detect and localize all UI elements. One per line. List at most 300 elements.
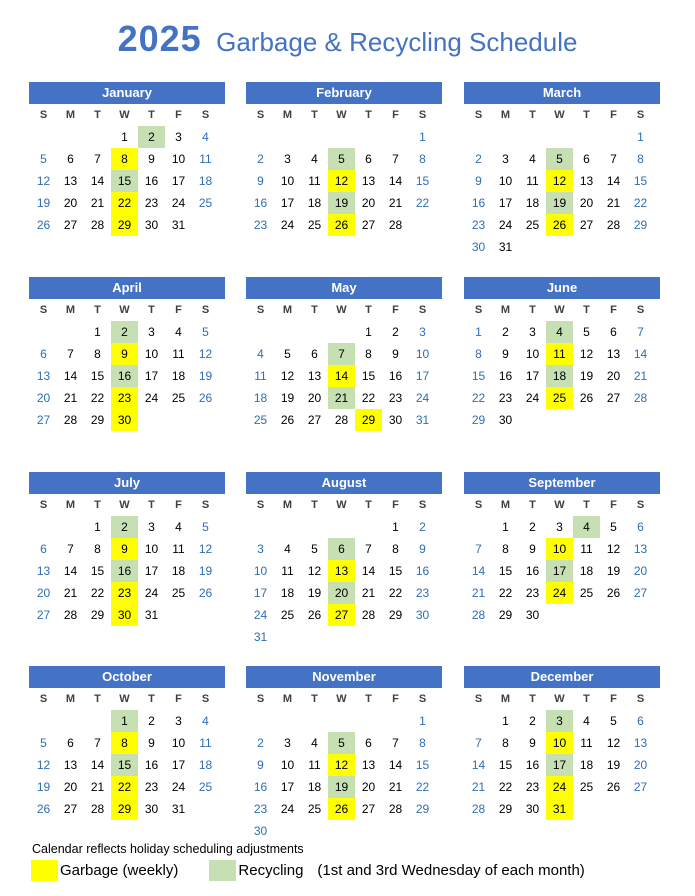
- month-may: [246, 277, 442, 431]
- day-cell: 9: [502, 347, 509, 361]
- day-cell: 18: [171, 369, 186, 383]
- day-cell: 29: [471, 413, 486, 427]
- day-cell: 26: [36, 802, 51, 816]
- day-cell: 24: [253, 608, 268, 622]
- day-cell: 6: [40, 347, 47, 361]
- recycling-day-cell: 1: [111, 710, 138, 732]
- day-cell: 25: [171, 586, 186, 600]
- day-cell: 9: [419, 542, 426, 556]
- day-cell: 18: [198, 758, 213, 772]
- week-row: [464, 732, 660, 754]
- day-cell: 2: [419, 520, 426, 534]
- day-cell: 28: [633, 391, 648, 405]
- day-cell: 21: [63, 586, 78, 600]
- weekday-label: T: [311, 499, 318, 511]
- day-cell: 28: [388, 218, 403, 232]
- day-cell: 22: [471, 391, 486, 405]
- day-cell: 26: [198, 586, 213, 600]
- week-row: [246, 516, 442, 538]
- week-row: [246, 170, 442, 192]
- day-cell: 15: [90, 369, 105, 383]
- day-cell: 4: [175, 325, 182, 339]
- day-cell: 7: [475, 542, 482, 556]
- weekday-label: S: [418, 109, 427, 121]
- day-cell: 10: [144, 542, 159, 556]
- garbage-swatch: [31, 860, 58, 881]
- weekday-label: W: [336, 693, 347, 705]
- day-cell: 15: [415, 758, 430, 772]
- month-november: [246, 666, 442, 842]
- week-row: [29, 798, 225, 820]
- weekday-label: S: [201, 499, 210, 511]
- day-cell: 16: [144, 758, 159, 772]
- day-cell: 26: [606, 586, 621, 600]
- day-cell: 3: [502, 152, 509, 166]
- day-cell: 8: [419, 152, 426, 166]
- page-title: [0, 18, 695, 60]
- day-cell: 16: [471, 196, 486, 210]
- day-cell: 3: [529, 325, 536, 339]
- day-cell: 18: [525, 196, 540, 210]
- day-cell: 25: [171, 391, 186, 405]
- week-row: [464, 387, 660, 409]
- weekday-label: T: [148, 109, 155, 121]
- day-cell: 15: [498, 758, 513, 772]
- day-cell: 28: [388, 802, 403, 816]
- day-cell: 12: [198, 542, 213, 556]
- day-cell: 3: [175, 714, 182, 728]
- day-cell: 1: [637, 130, 644, 144]
- day-cell: 10: [525, 347, 540, 361]
- day-cell: 28: [334, 413, 349, 427]
- garbage-day-cell: 22: [111, 192, 138, 214]
- week-row: [29, 710, 225, 732]
- weekday-label: M: [282, 304, 293, 316]
- week-row: [464, 321, 660, 343]
- day-cell: 28: [361, 608, 376, 622]
- day-cell: 13: [63, 174, 78, 188]
- day-cell: 30: [415, 608, 430, 622]
- day-cell: 21: [90, 780, 105, 794]
- day-cell: 28: [471, 802, 486, 816]
- day-cell: 1: [392, 520, 399, 534]
- holiday-note: Calendar reflects holiday scheduling adjustments: [32, 842, 304, 856]
- recycling-day-cell: 18: [546, 365, 573, 387]
- day-cell: 2: [475, 152, 482, 166]
- day-cell: 17: [253, 586, 268, 600]
- day-cell: 29: [633, 218, 648, 232]
- day-cell: 16: [415, 564, 430, 578]
- day-cell: 23: [498, 391, 513, 405]
- day-cell: 14: [63, 369, 78, 383]
- day-cell: 21: [388, 780, 403, 794]
- day-cell: 13: [579, 174, 594, 188]
- day-cell: 11: [172, 347, 185, 361]
- day-cell: 24: [144, 586, 159, 600]
- weekday-label: M: [65, 304, 76, 316]
- day-cell: 18: [579, 564, 594, 578]
- weekday-header-row: [246, 494, 442, 516]
- week-row: [246, 626, 442, 648]
- day-cell: 15: [388, 564, 403, 578]
- day-cell: 12: [606, 736, 621, 750]
- garbage-day-cell: 23: [111, 582, 138, 604]
- week-row: [29, 409, 225, 431]
- week-row: [246, 321, 442, 343]
- week-row: [246, 820, 442, 842]
- weekday-label: F: [175, 109, 182, 121]
- weekday-label: M: [500, 304, 511, 316]
- day-cell: 24: [415, 391, 430, 405]
- day-cell: 8: [365, 347, 372, 361]
- weekday-label: W: [554, 499, 565, 511]
- day-cell: 4: [311, 736, 318, 750]
- weekday-label: T: [148, 304, 155, 316]
- day-cell: 22: [388, 586, 403, 600]
- month-august: [246, 472, 442, 648]
- day-cell: 23: [253, 218, 268, 232]
- day-cell: 9: [257, 758, 264, 772]
- day-cell: 26: [579, 391, 594, 405]
- day-cell: 30: [498, 413, 513, 427]
- weekday-label: S: [474, 499, 483, 511]
- month-header: August: [246, 472, 442, 494]
- day-cell: 24: [525, 391, 540, 405]
- weekday-label: F: [610, 693, 617, 705]
- weekday-label: W: [119, 499, 130, 511]
- day-cell: 25: [198, 196, 213, 210]
- day-cell: 16: [253, 780, 268, 794]
- day-cell: 22: [361, 391, 376, 405]
- week-row: [29, 582, 225, 604]
- day-cell: 6: [40, 542, 47, 556]
- month-header: November: [246, 666, 442, 688]
- weekday-label: T: [94, 499, 101, 511]
- recycling-day-cell: 5: [546, 148, 573, 170]
- garbage-legend-label: Garbage (weekly): [60, 862, 179, 879]
- day-cell: 5: [284, 347, 291, 361]
- day-cell: 5: [202, 325, 209, 339]
- day-cell: 5: [311, 542, 318, 556]
- day-cell: 29: [498, 802, 513, 816]
- day-cell: 31: [171, 802, 186, 816]
- day-cell: 25: [307, 218, 322, 232]
- day-cell: 11: [199, 152, 212, 166]
- day-cell: 5: [583, 325, 590, 339]
- day-cell: 14: [471, 758, 486, 772]
- weekday-label: F: [392, 109, 399, 121]
- recycling-day-cell: 6: [328, 538, 355, 560]
- day-cell: 24: [144, 391, 159, 405]
- recycling-day-cell: 16: [111, 365, 138, 387]
- week-row: [464, 214, 660, 236]
- weekday-label: T: [529, 693, 536, 705]
- weekday-label: S: [256, 109, 265, 121]
- week-row: [246, 560, 442, 582]
- week-row: [29, 754, 225, 776]
- day-cell: 17: [171, 758, 186, 772]
- weekday-header-row: [29, 494, 225, 516]
- day-cell: 8: [419, 736, 426, 750]
- title-year: 2025: [117, 18, 202, 59]
- day-cell: 9: [392, 347, 399, 361]
- day-cell: 6: [311, 347, 318, 361]
- garbage-day-cell: 30: [111, 409, 138, 431]
- weekday-label: F: [610, 304, 617, 316]
- month-june: [464, 277, 660, 431]
- day-cell: 23: [525, 780, 540, 794]
- day-cell: 2: [502, 325, 509, 339]
- garbage-day-cell: 30: [111, 604, 138, 626]
- day-cell: 14: [90, 758, 105, 772]
- day-cell: 30: [471, 240, 486, 254]
- day-cell: 22: [633, 196, 648, 210]
- day-cell: 5: [40, 736, 47, 750]
- weekday-label: S: [636, 499, 645, 511]
- weekday-label: S: [474, 693, 483, 705]
- weekday-label: T: [148, 693, 155, 705]
- weekday-header-row: [464, 104, 660, 126]
- month-header: January: [29, 82, 225, 104]
- day-cell: 12: [36, 758, 51, 772]
- garbage-day-cell: 24: [546, 582, 573, 604]
- weekday-label: T: [365, 499, 372, 511]
- day-cell: 2: [148, 714, 155, 728]
- day-cell: 27: [606, 391, 621, 405]
- day-cell: 20: [361, 780, 376, 794]
- weekday-header-row: [246, 104, 442, 126]
- day-cell: 30: [525, 608, 540, 622]
- day-cell: 4: [284, 542, 291, 556]
- weekday-label: M: [65, 693, 76, 705]
- day-cell: 1: [502, 520, 509, 534]
- day-cell: 13: [361, 758, 376, 772]
- day-cell: 9: [257, 174, 264, 188]
- day-cell: 18: [198, 174, 213, 188]
- week-row: [464, 538, 660, 560]
- weekday-label: S: [474, 304, 483, 316]
- day-cell: 31: [253, 630, 268, 644]
- week-row: [464, 343, 660, 365]
- weekday-label: F: [175, 304, 182, 316]
- week-row: [29, 148, 225, 170]
- day-cell: 9: [148, 152, 155, 166]
- day-cell: 14: [471, 564, 486, 578]
- day-cell: 20: [633, 758, 648, 772]
- day-cell: 16: [525, 758, 540, 772]
- day-cell: 23: [388, 391, 403, 405]
- day-cell: 17: [144, 564, 159, 578]
- day-cell: 8: [637, 152, 644, 166]
- day-cell: 4: [202, 714, 209, 728]
- day-cell: 11: [199, 736, 212, 750]
- weekday-label: S: [39, 109, 48, 121]
- day-cell: 14: [63, 564, 78, 578]
- recycling-legend-label: Recycling: [238, 862, 304, 879]
- day-cell: 12: [307, 564, 322, 578]
- day-cell: 8: [502, 542, 509, 556]
- week-row: [464, 170, 660, 192]
- garbage-day-cell: 31: [546, 798, 573, 820]
- day-cell: 14: [388, 758, 403, 772]
- day-cell: 24: [280, 802, 295, 816]
- weekday-label: W: [554, 304, 565, 316]
- day-cell: 4: [529, 152, 536, 166]
- day-cell: 25: [198, 780, 213, 794]
- day-cell: 15: [415, 174, 430, 188]
- day-cell: 14: [90, 174, 105, 188]
- day-cell: 7: [365, 542, 372, 556]
- garbage-day-cell: 26: [328, 214, 355, 236]
- weekday-label: M: [282, 109, 293, 121]
- recycling-day-cell: 5: [328, 732, 355, 754]
- month-header: June: [464, 277, 660, 299]
- recycling-day-cell: 21: [328, 387, 355, 409]
- weekday-label: T: [583, 693, 590, 705]
- weekday-header-row: [29, 688, 225, 710]
- weekday-label: W: [554, 109, 565, 121]
- garbage-day-cell: 24: [546, 776, 573, 798]
- garbage-day-cell: 27: [328, 604, 355, 626]
- day-cell: 24: [280, 218, 295, 232]
- weekday-label: F: [610, 499, 617, 511]
- weekday-label: S: [418, 304, 427, 316]
- garbage-day-cell: 8: [111, 148, 138, 170]
- day-cell: 10: [280, 174, 295, 188]
- day-cell: 10: [171, 736, 186, 750]
- day-cell: 7: [392, 152, 399, 166]
- day-cell: 17: [498, 196, 513, 210]
- day-cell: 22: [498, 780, 513, 794]
- day-cell: 11: [281, 564, 294, 578]
- month-header: December: [464, 666, 660, 688]
- day-cell: 3: [148, 520, 155, 534]
- garbage-day-cell: 12: [546, 170, 573, 192]
- day-cell: 22: [498, 586, 513, 600]
- day-cell: 16: [498, 369, 513, 383]
- day-cell: 9: [529, 736, 536, 750]
- weekday-label: S: [256, 693, 265, 705]
- weekday-label: F: [392, 499, 399, 511]
- day-cell: 12: [280, 369, 295, 383]
- weekday-label: W: [119, 693, 130, 705]
- weekday-label: T: [529, 304, 536, 316]
- day-cell: 20: [606, 369, 621, 383]
- day-cell: 31: [415, 413, 430, 427]
- day-cell: 18: [307, 780, 322, 794]
- day-cell: 4: [202, 130, 209, 144]
- recycling-swatch: [209, 860, 236, 881]
- day-cell: 24: [498, 218, 513, 232]
- day-cell: 27: [633, 780, 648, 794]
- weekday-label: M: [282, 693, 293, 705]
- weekday-label: M: [282, 499, 293, 511]
- recycling-day-cell: 20: [328, 582, 355, 604]
- day-cell: 13: [307, 369, 322, 383]
- day-cell: 6: [610, 325, 617, 339]
- recycling-day-cell: 4: [546, 321, 573, 343]
- garbage-day-cell: 9: [111, 343, 138, 365]
- day-cell: 7: [94, 152, 101, 166]
- weekday-label: M: [65, 109, 76, 121]
- weekday-label: S: [39, 304, 48, 316]
- recycling-day-cell: 16: [111, 560, 138, 582]
- day-cell: 19: [198, 369, 213, 383]
- day-cell: 11: [580, 736, 593, 750]
- day-cell: 30: [144, 218, 159, 232]
- day-cell: 27: [361, 802, 376, 816]
- day-cell: 3: [284, 736, 291, 750]
- day-cell: 25: [253, 413, 268, 427]
- week-row: [246, 732, 442, 754]
- day-cell: 22: [90, 391, 105, 405]
- month-april: [29, 277, 225, 431]
- day-cell: 27: [307, 413, 322, 427]
- week-row: [29, 321, 225, 343]
- day-cell: 11: [172, 542, 185, 556]
- weekday-label: T: [94, 304, 101, 316]
- week-row: [246, 538, 442, 560]
- week-row: [464, 582, 660, 604]
- week-row: [246, 387, 442, 409]
- day-cell: 13: [36, 369, 51, 383]
- weekday-label: S: [418, 693, 427, 705]
- weekday-label: F: [175, 499, 182, 511]
- day-cell: 20: [63, 196, 78, 210]
- day-cell: 25: [579, 586, 594, 600]
- week-row: [246, 365, 442, 387]
- week-row: [246, 343, 442, 365]
- day-cell: 10: [171, 152, 186, 166]
- day-cell: 5: [610, 714, 617, 728]
- weekday-label: W: [336, 499, 347, 511]
- weekday-header-row: [464, 299, 660, 321]
- day-cell: 24: [171, 780, 186, 794]
- day-cell: 16: [388, 369, 403, 383]
- month-header: March: [464, 82, 660, 104]
- recycling-day-cell: 2: [111, 516, 138, 538]
- day-cell: 3: [175, 130, 182, 144]
- day-cell: 7: [475, 736, 482, 750]
- weekday-label: T: [94, 109, 101, 121]
- weekday-label: F: [175, 693, 182, 705]
- day-cell: 2: [529, 520, 536, 534]
- week-row: [246, 148, 442, 170]
- week-row: [29, 365, 225, 387]
- weekday-label: W: [119, 304, 130, 316]
- day-cell: 17: [144, 369, 159, 383]
- garbage-day-cell: 12: [328, 170, 355, 192]
- garbage-day-cell: 29: [111, 214, 138, 236]
- day-cell: 14: [388, 174, 403, 188]
- day-cell: 29: [498, 608, 513, 622]
- weekday-label: F: [392, 693, 399, 705]
- day-cell: 7: [610, 152, 617, 166]
- weekday-label: S: [418, 499, 427, 511]
- day-cell: 21: [471, 780, 486, 794]
- recycling-day-cell: 17: [546, 560, 573, 582]
- day-cell: 17: [280, 780, 295, 794]
- weekday-label: W: [336, 304, 347, 316]
- day-cell: 21: [633, 369, 648, 383]
- day-cell: 18: [171, 564, 186, 578]
- day-cell: 7: [67, 347, 74, 361]
- weekday-label: S: [39, 693, 48, 705]
- day-cell: 12: [579, 347, 594, 361]
- weekday-label: T: [311, 109, 318, 121]
- day-cell: 13: [633, 736, 648, 750]
- day-cell: 26: [280, 413, 295, 427]
